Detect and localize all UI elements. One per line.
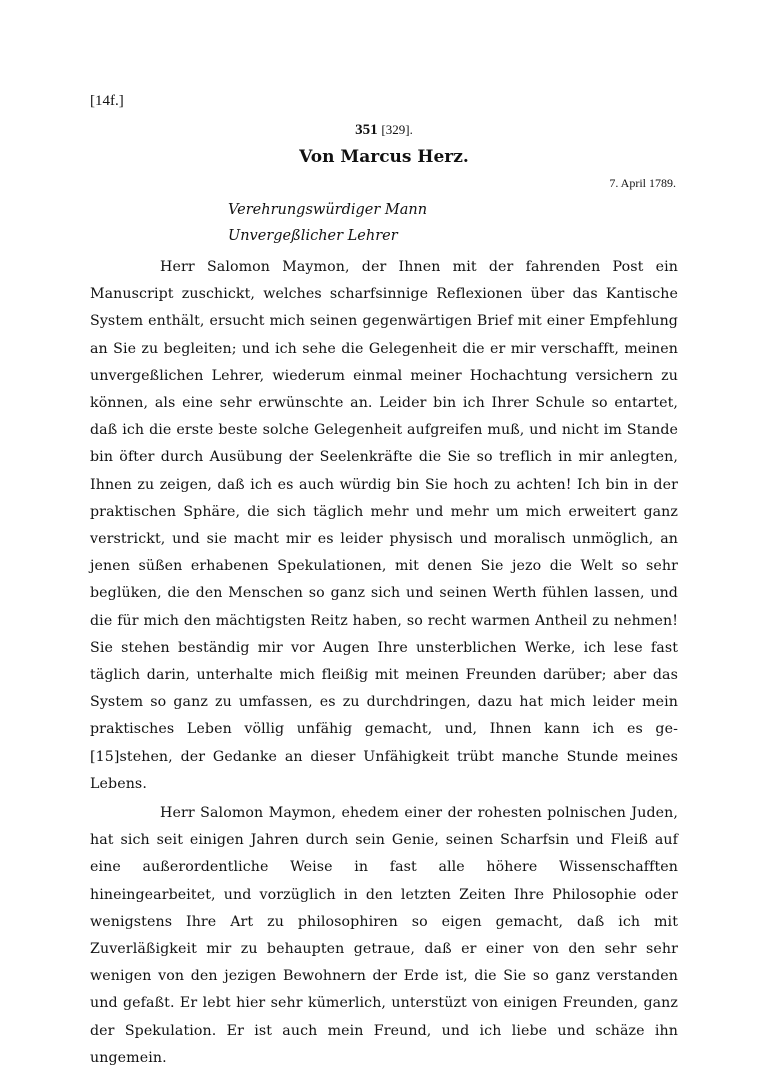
body-paragraph-2: Herr Salomon Maymon, ehedem einer der rohesten polnischen Juden, hat sich seit einigen Jahren durch sein Genie, seinen Scharfsin und Fleiß auf eine außerordentliche Weise in fast alle höhere Wissenschafften hineingearbeitet, und vorzüglich in den letzten Zeiten Ihre Philosophie oder wenigstens Ihre Art zu philosophiren so eigen gemacht, daß ich mit Zuverläßigkeit mir zu behaupten getraue, daß er einer von den sehr sehr wenigen von den jezigen Bewohnern der Erde ist, die Sie so ganz verstanden und gefaßt. Er lebt hier sehr kümerlich, unterstüzt von einigen Freunden, ganz der Spekulation. Er ist auch mein Freund, und ich liebe und schäze ihn ungemein. — [90, 805, 678, 1066]
letter-body — [90, 254, 678, 1072]
letter-title: Von Marcus Herz. — [299, 147, 469, 167]
salutation-line-1: Verehrungswürdiger Mann — [228, 202, 428, 218]
salutation-line-2: Unvergeßlicher Lehrer — [228, 228, 398, 244]
body-paragraph-1: Herr Salomon Maymon, der Ihnen mit der fahrenden Post ein Manuscript zuschickt, welches scharfsinnige Reflexionen über das Kantische System enthält, ersucht mich seinen gegenwärtigen Brief mit einer Empfehlung an Sie zu begleiten; und ich sehe die Gelegenheit die er mir verschafft, meinen unvergeßlichen Lehrer, wiederum einmal meiner Hochachtung versichern zu können, als eine sehr erwünschte an. Leider bin ich Ihrer Schule so entartet, daß ich die erste beste solche Gelegenheit aufgreifen muß, und nicht im Stande bin öfter durch Ausübung der Seelenkräfte die Sie so treflich in mir anlegten, Ihnen zu zeigen, daß ich es auch würdig bin Sie hoch zu achten! Ich bin in der praktischen Sphäre, die sich täglich mehr und mehr um mich erweitert ganz verstrickt, und sie macht mir es leider physisch und moralisch unmöglich, an jenen süßen erhabenen Spekulationen, mit denen Sie jezo die Welt so sehr beglüken, die den Menschen so ganz sich und seinen Werth fühlen lassen, und die für mich den mächtigsten Reitz haben, so recht warmen Antheil zu nehmen! Sie stehen beständig mir vor Augen Ihre unsterblichen Werke, ich lese fast täglich darin, unterhalte mich fleißig mit meinen Freunden darüber; aber das System so ganz zu umfassen, es zu durchdringen, dazu hat mich leider mein praktisches Leben völlig unfähig gemacht, und, Ihnen kann ich es ge-[15]stehen, der Gedanke an dieser Unfähigkeit trübt manche Stunde meines Lebens. — [90, 259, 678, 792]
page-marker: [14f.] — [90, 93, 124, 109]
letter-number — [0, 122, 768, 139]
letter-date: 7. April 1789. — [609, 176, 676, 190]
letter-number-main: 351 — [355, 122, 378, 138]
letter-number-alt: [329]. — [381, 122, 413, 137]
